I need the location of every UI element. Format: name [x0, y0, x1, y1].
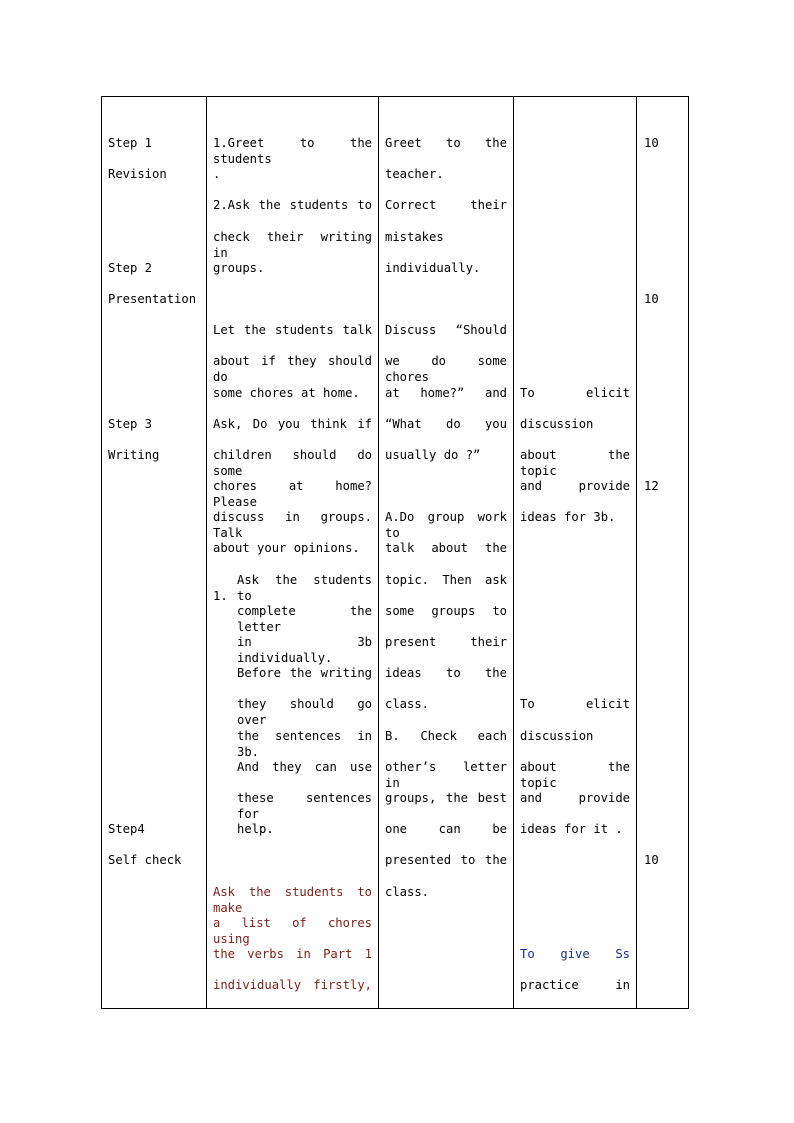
text-line: 1.Greet to the students — [213, 136, 372, 166]
text-line: To elicit — [520, 385, 630, 400]
text-line: some chores at home. — [213, 385, 360, 400]
text-line: about the topic — [520, 447, 630, 478]
text-line: they should go over — [237, 697, 372, 728]
text-line: the sentences in 3b. — [237, 728, 372, 759]
text-line: Ask, Do you think if — [213, 416, 372, 431]
text-line: groups. — [213, 260, 265, 275]
text-line: presented to the — [385, 853, 507, 868]
time-minutes: 10 — [644, 853, 659, 868]
text-line: individually. — [385, 260, 481, 275]
text-line: the verbs in Part 1 — [213, 946, 372, 961]
text-line: children should do some — [213, 447, 372, 478]
time-minutes: 10 — [644, 136, 659, 150]
step-label: Step 3 — [108, 416, 153, 431]
text-line: B. Check each — [385, 728, 507, 743]
text-line: class. — [385, 884, 430, 899]
text-line: help. — [237, 822, 274, 837]
text-line: check their writing in — [213, 229, 372, 260]
text-line: Ask the students to — [237, 572, 372, 603]
text-line: To elicit — [520, 697, 630, 712]
text-line: discussion — [520, 728, 594, 743]
text-line: some groups to — [385, 603, 507, 618]
text-line: ideas for it . — [520, 822, 623, 837]
text-line: ideas to the — [385, 666, 507, 681]
text-line: Ask the students to make — [213, 884, 372, 915]
text-line: teacher. — [385, 167, 444, 182]
steps-column — [102, 97, 207, 1009]
text-line: Correct their — [385, 198, 507, 213]
step-title: Revision — [108, 167, 167, 182]
text-line: present their — [385, 635, 507, 649]
teacher-activity-column — [207, 97, 379, 1009]
text-line: we do some chores — [385, 354, 507, 385]
text-line: mistakes — [385, 229, 444, 244]
text-line: about if they should do — [213, 354, 372, 385]
text-line: complete the letter — [237, 603, 372, 634]
text-line: these sentences for — [237, 790, 372, 821]
text-line: and provide — [520, 790, 630, 805]
student-activity-column — [379, 97, 514, 1009]
numbered-item — [213, 572, 372, 603]
text-line: 2.Ask the students to — [213, 198, 372, 213]
text-line: individually firstly, — [213, 978, 372, 993]
text-line: practice in — [520, 978, 630, 993]
text-line: about your opinions. — [213, 541, 360, 556]
text-line: usually do ?” — [385, 447, 481, 462]
text-line: Discuss “Should — [385, 323, 507, 338]
list-number: 1. — [213, 588, 228, 603]
text-line: A.Do group work to — [385, 510, 507, 541]
text-line: one can be — [385, 822, 507, 837]
text-line: and provide — [520, 479, 630, 494]
text-line: a list of chores using — [213, 915, 372, 946]
step-label: Step4 — [108, 822, 145, 837]
text-line: And they can use — [237, 759, 372, 774]
text-line: discussion — [520, 416, 594, 431]
text-line: other’s letter in — [385, 759, 507, 790]
text-line: topic. Then ask — [385, 572, 507, 587]
text-line: Let the students talk — [213, 323, 372, 338]
text-line: groups, the best — [385, 790, 507, 805]
text-line: To give Ss — [520, 946, 630, 961]
time-minutes: 10 — [644, 291, 659, 306]
step-title: Presentation — [108, 291, 197, 306]
text-line: ideas for 3b. — [520, 510, 616, 525]
text-line: about the topic — [520, 759, 630, 790]
time-minutes: 12 — [644, 479, 659, 494]
text-line: . — [213, 167, 221, 182]
text-line: Greet to the — [385, 136, 507, 150]
text-line: discuss in groups. Talk — [213, 510, 372, 541]
text-line: at home?” and — [385, 385, 507, 400]
text-line: Before the writing — [237, 666, 372, 681]
text-line: class. — [385, 697, 430, 712]
step-label: Step 2 — [108, 260, 153, 275]
step-label: Step 1 — [108, 136, 153, 150]
step-title: Self check — [108, 853, 182, 868]
text-line: chores at home? Please — [213, 479, 372, 510]
text-line: in 3b individually. — [237, 635, 372, 665]
purpose-column — [514, 97, 637, 1009]
text-line: “What do you — [385, 416, 507, 431]
time-column — [637, 97, 689, 1009]
table-row — [102, 97, 689, 1009]
text-line: talk about the — [385, 541, 507, 556]
lesson-plan-table — [101, 96, 689, 1009]
step-title: Writing — [108, 447, 160, 462]
